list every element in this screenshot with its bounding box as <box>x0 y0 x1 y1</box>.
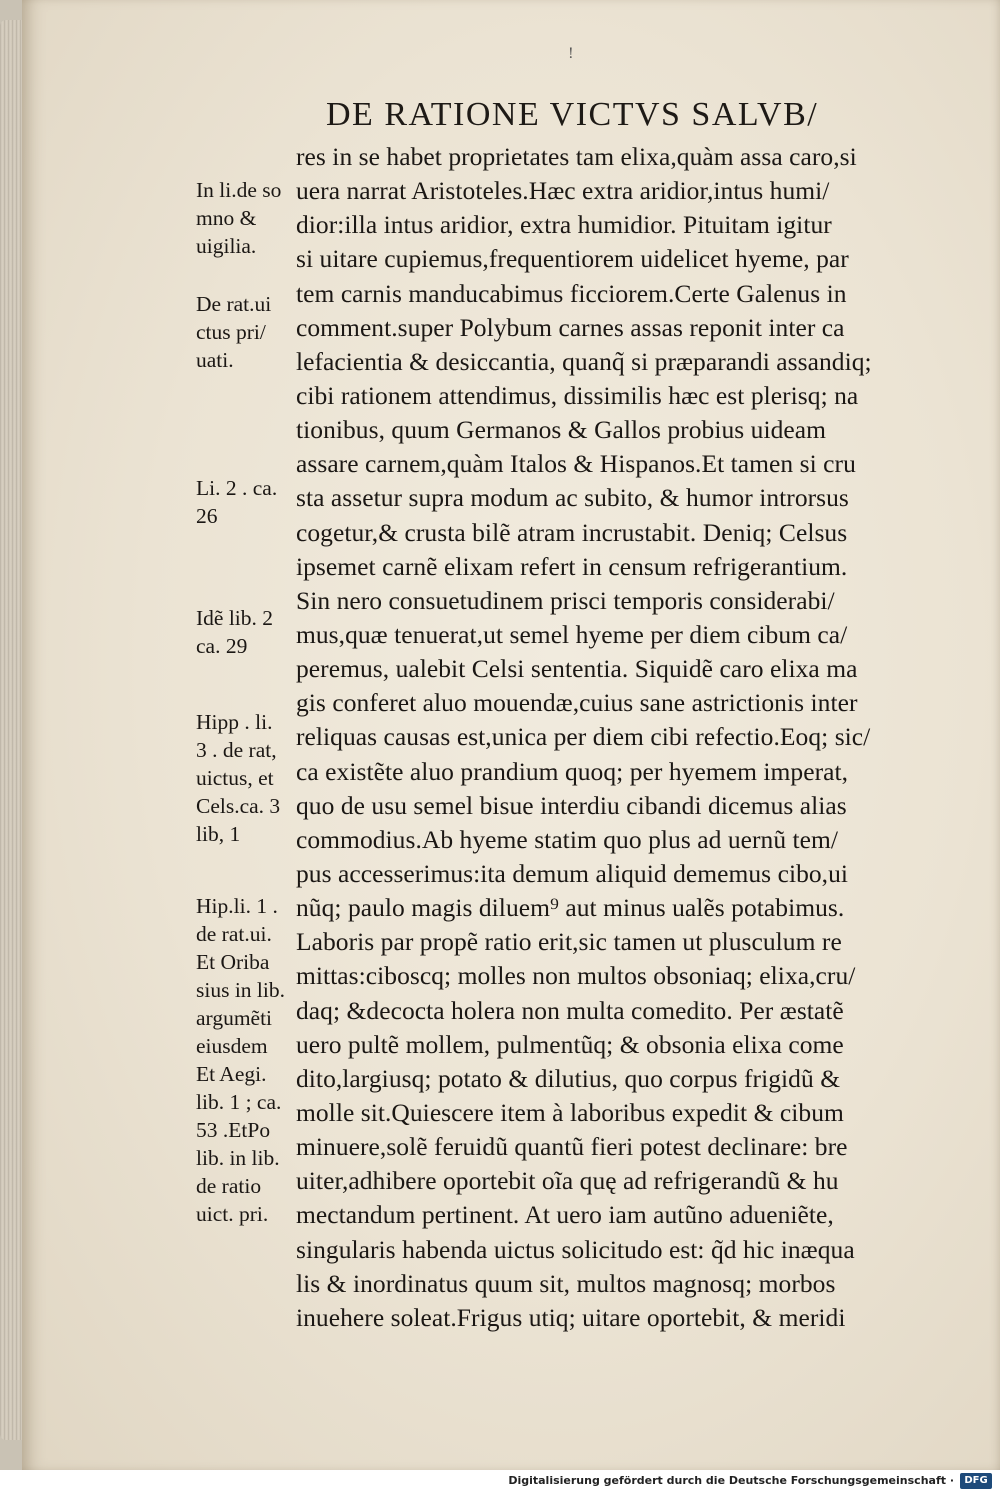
margin-note-line: eiusdem <box>196 1034 268 1058</box>
margin-note-line: Et Aegi. <box>196 1062 267 1086</box>
margin-note-li-2 <box>196 474 277 530</box>
text-line: cogetur,& crusta bilẽ atram incrustabit. Deniq; Celsus <box>296 517 848 547</box>
margin-note-line: De rat.ui <box>196 292 272 316</box>
margin-note-line: 3 . de rat, <box>196 738 277 762</box>
text-line: lis & inordinatus quum sit, multos magnosq; morbos <box>296 1268 836 1298</box>
text-line: mectandum pertinent. At uero iam autũno adueniẽte, <box>296 1200 834 1230</box>
text-line: si uitare cupiemus,frequentiorem uidelicet hyeme, par <box>296 244 849 274</box>
text-line: lefacientia & desiccantia, quanq̃ si præparandi assandiq; <box>296 346 872 376</box>
text-line: commodius.Ab hyeme statim quo plus ad uernũ tem/ <box>296 824 839 854</box>
text-line: quo de usu semel bisue interdiu cibandi dicemus alias <box>296 790 847 820</box>
margin-note-line: Hipp . li. <box>196 710 273 734</box>
text-line: pus accesserimus:ita demum aliquid dememus cibo,ui <box>296 858 849 888</box>
text-line: tionibus, quum Germanos & Gallos probius uideam <box>296 415 827 445</box>
margin-note-line: uati. <box>196 348 234 372</box>
text-line: daq; &decocta holera non multa comedito. Per æstatẽ <box>296 995 844 1025</box>
margin-note-idem-lib-2 <box>196 604 273 660</box>
text-line: nũq; paulo magis diluem⁹ aut minus ualẽs potabimus. <box>296 893 845 923</box>
margin-note-line: Hip.li. 1 . <box>196 894 278 918</box>
running-head: DE RATIONE VICTVS SALVB/ <box>326 96 819 133</box>
text-line: cibi rationem attendimus, dissimilis hæc est plerisq; na <box>296 380 859 410</box>
text-line: Sin nero consuetudinem prisci temporis considerabi/ <box>296 585 835 615</box>
margin-note-hip-li-1 <box>196 892 285 1228</box>
text-line: inuehere soleat.Frigus utiq; uitare oportebit, & meridi <box>296 1302 846 1332</box>
margin-note-line: In li.de so <box>196 178 282 202</box>
margin-note-de-rat-victus <box>196 290 271 374</box>
text-line: tem carnis manducabimus ficciorem.Certe Galenus in <box>296 278 847 308</box>
text-line: uera narrat Aristoteles.Hæc extra aridior,intus humi/ <box>296 176 830 206</box>
dfg-logo-icon[interactable]: DFG <box>960 1473 992 1489</box>
margin-note-line: 26 <box>196 504 218 528</box>
margin-note-line: Et Oriba <box>196 950 270 974</box>
text-line: Laboris par propẽ ratio erit,sic tamen ut plusculum re <box>296 927 842 957</box>
text-line: dito,largiusq; potato & dilutius, quo corpus frigidũ & <box>296 1063 841 1093</box>
margin-note-line: lib. 1 ; ca. <box>196 1090 282 1114</box>
text-line: reliquas causas est,unica per diem cibi refectio.Eoq; sic/ <box>296 722 871 752</box>
margin-note-line: 53 .EtPo <box>196 1118 271 1142</box>
text-line: uiter,adhibere oportebit oĩa quę ad refrigerandũ & hu <box>296 1166 839 1196</box>
margin-note-line: de ratio <box>196 1174 262 1198</box>
margin-note-line: uictus, et <box>196 766 274 790</box>
margin-note-line: uigilia. <box>196 234 257 258</box>
text-line: sta assetur supra modum ac subito, & humor introrsus <box>296 483 849 513</box>
text-line: minuere,solẽ feruidũ quantũ fieri potest declinare: bre <box>296 1132 848 1162</box>
margin-note-line: Cels.ca. 3 <box>196 794 281 818</box>
margin-note-line: de rat.ui. <box>196 922 272 946</box>
margin-note-line: argumẽti <box>196 1006 273 1030</box>
margin-note-line: lib, 1 <box>196 822 241 846</box>
margin-note-line: Idẽ lib. 2 <box>196 606 274 630</box>
margin-note-de-somno <box>196 176 281 260</box>
margin-note-line: ctus pri/ <box>196 320 266 344</box>
text-line: mus,quæ tenuerat,ut semel hyeme per diem cibum ca/ <box>296 619 848 649</box>
text-line: gis conferet aluo mouendæ,cuius sane astrictionis inter <box>296 688 858 718</box>
text-line: molle sit.Quiescere item à laboribus expedit & cibum <box>296 1097 844 1127</box>
margin-note-line: sius in lib. <box>196 978 286 1002</box>
funding-note: Digitalisierung gefördert durch die Deutsche Forschungsgemeinschaft · <box>508 1474 954 1487</box>
footer-bar <box>0 1470 1000 1495</box>
text-line: uero pultẽ mollem, pulmentũq; & obsonia elixa come <box>296 1029 844 1059</box>
text-line: assare carnem,quàm Italos & Hispanos.Et tamen si cru <box>296 449 856 479</box>
text-line: mittas:ciboscq; molles non multos obsoniaq; elixa,cru/ <box>296 961 856 991</box>
margin-note-line: uict. pri. <box>196 1202 269 1226</box>
text-line: res in se habet proprietates tam elixa,quàm assa caro,si <box>296 142 857 171</box>
body-text <box>296 140 916 1335</box>
margin-note-line: Li. 2 . ca. <box>196 476 278 500</box>
margin-note-line: ca. 29 <box>196 634 248 658</box>
page-mark: ! <box>568 46 574 62</box>
margin-note-line: lib. in lib. <box>196 1146 280 1170</box>
text-line: peremus, ualebit Celsi sententia. Siquidẽ caro elixa ma <box>296 654 858 684</box>
text-line: comment.super Polybum carnes assas reponit inter ca <box>296 312 845 342</box>
text-line: ipsemet carnẽ elixam refert in censum refrigerantium. <box>296 551 848 581</box>
text-line: dior:illa intus aridior, extra humidior. Pituitam igitur <box>296 210 832 240</box>
margin-note-line: mno & <box>196 206 257 230</box>
margin-note-hipp-li-3 <box>196 708 280 848</box>
text-line: ca existẽte aluo prandium quoq; per hyemem imperat, <box>296 756 849 786</box>
text-line: singularis habenda uictus solicitudo est: q̃d hic inæqua <box>296 1234 855 1264</box>
